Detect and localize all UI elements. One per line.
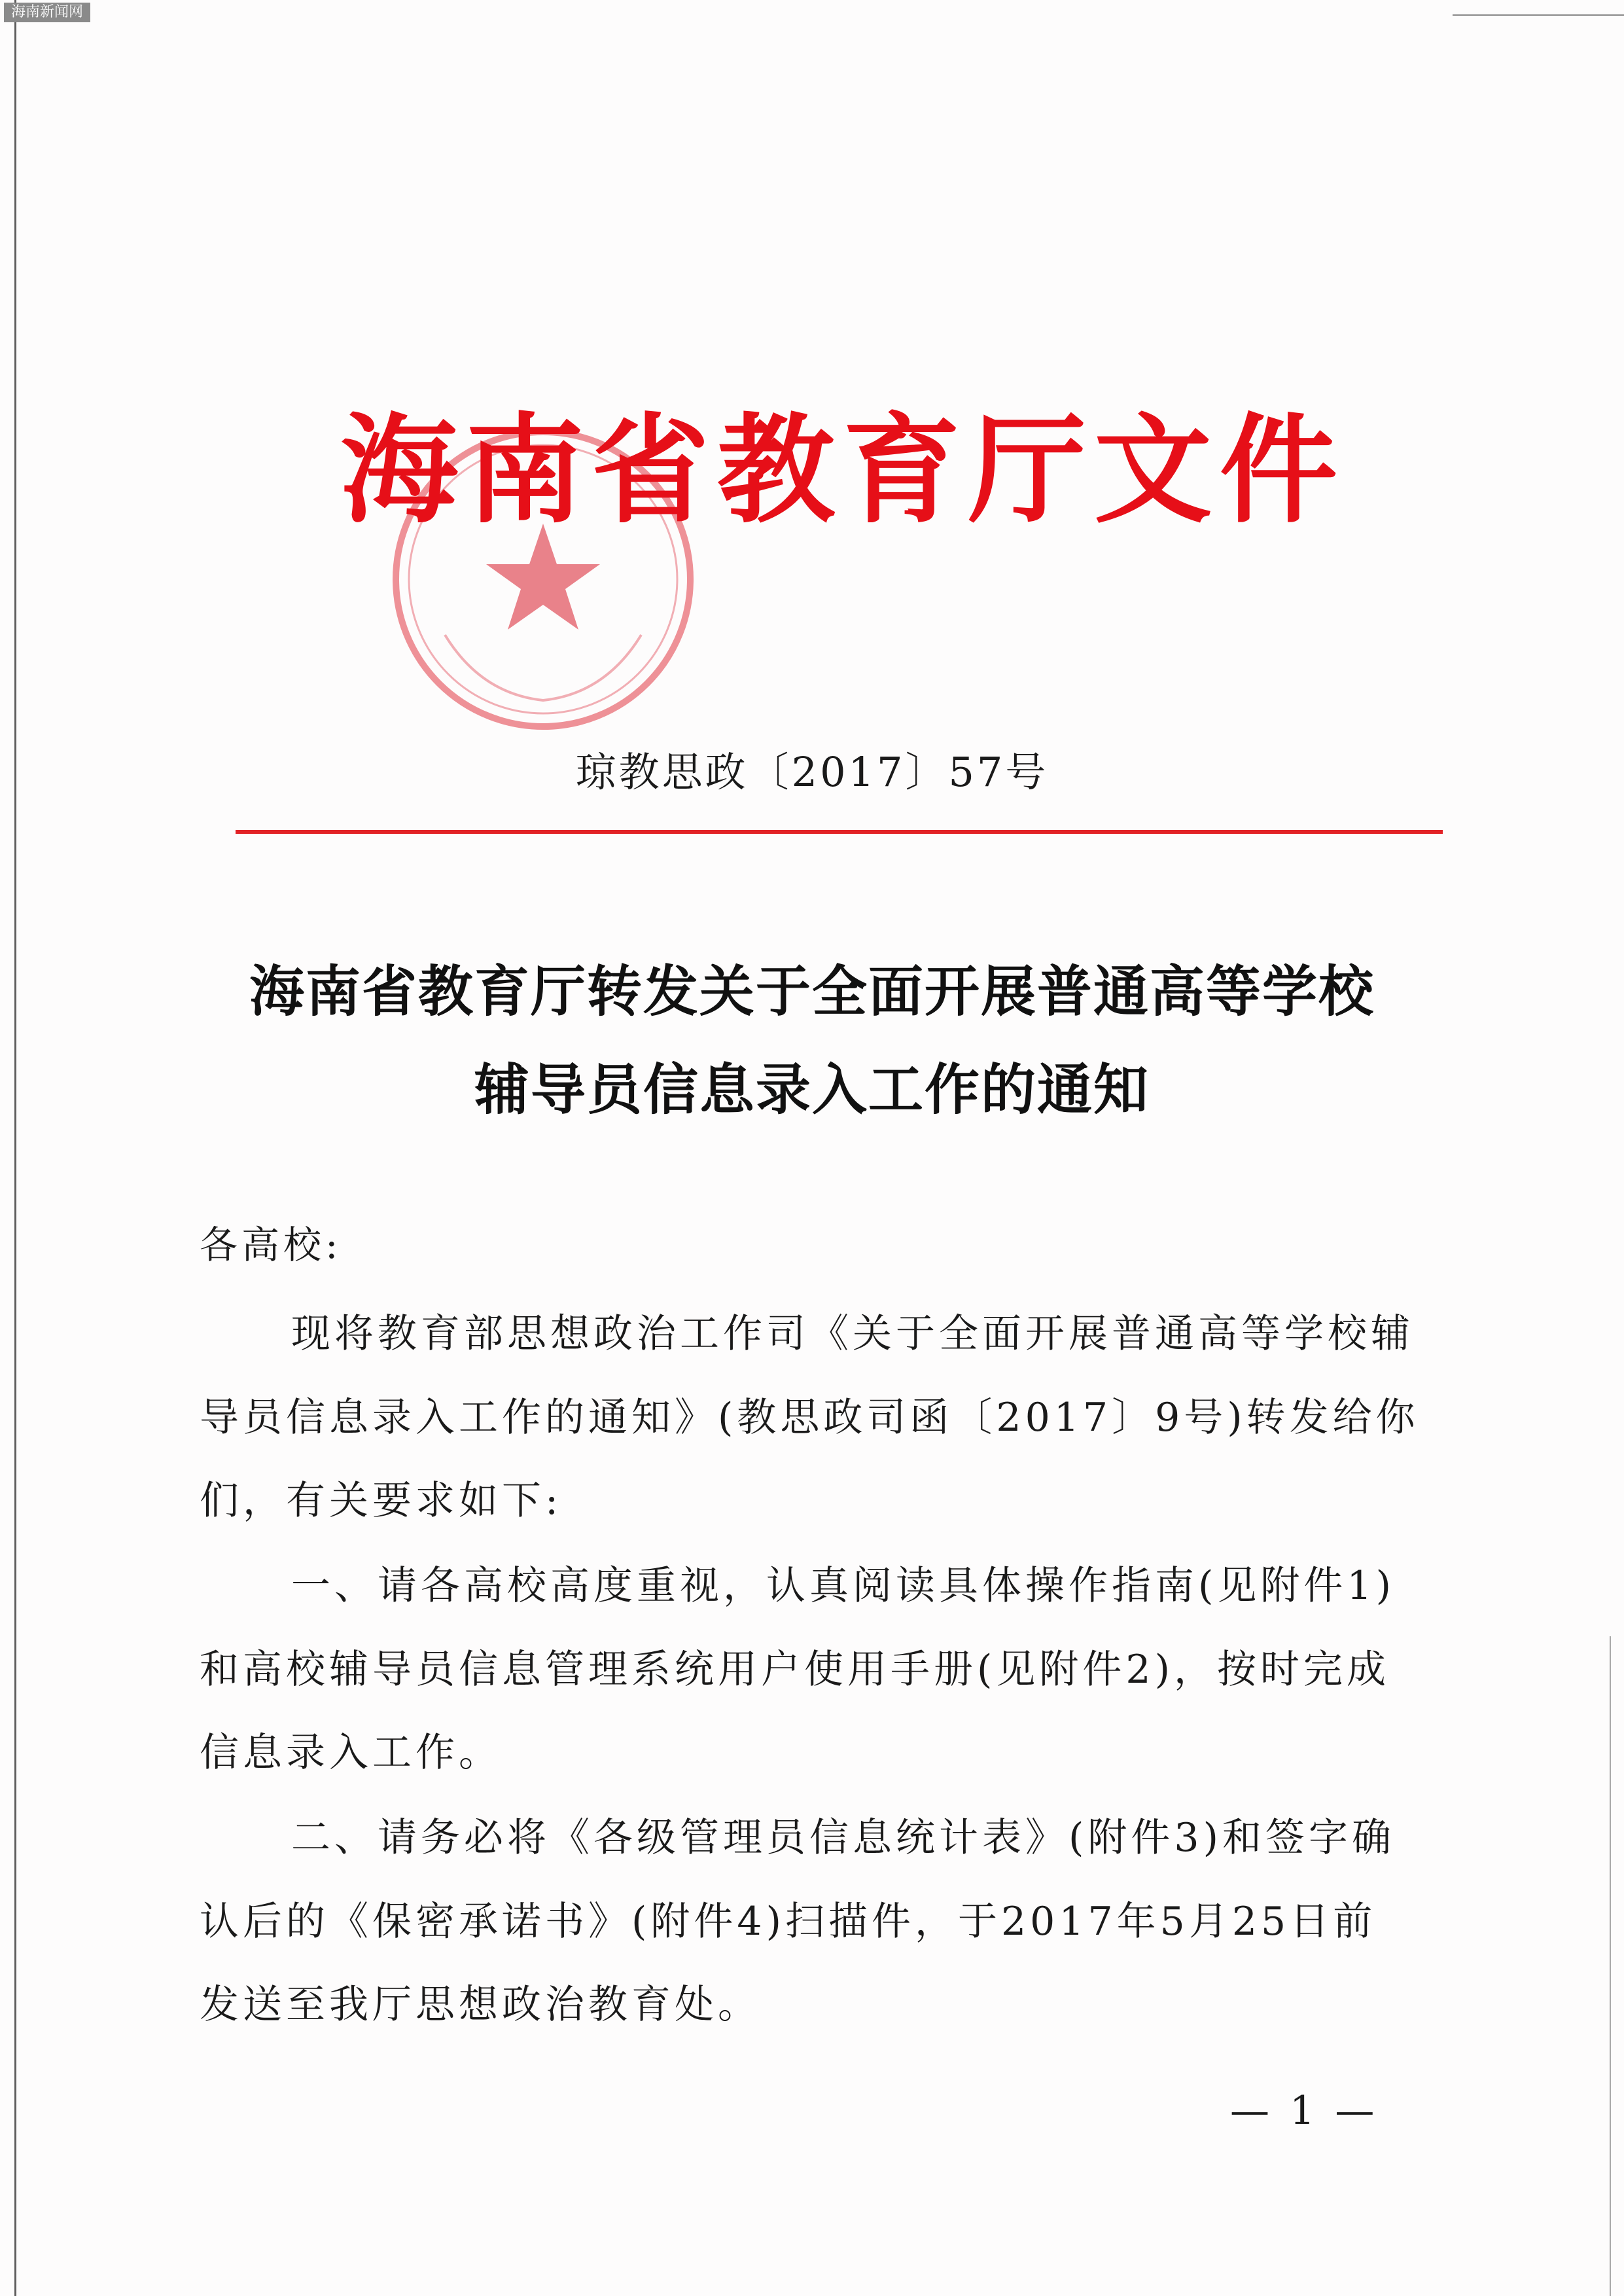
body-line: 信息录入工作。 — [200, 1730, 502, 1776]
scan-edge-top — [1453, 14, 1624, 16]
body-line: 和高校辅导员信息管理系统用户使用手册(见附件2)，按时完成 — [200, 1647, 1390, 1693]
notice-title-line-2: 辅导员信息录入工作的通知 — [474, 1057, 1150, 1122]
document-number: 琼教思政〔2017〕57号 — [575, 748, 1049, 796]
body-line: 们，有关要求如下: — [200, 1478, 563, 1524]
addressee: 各高校: — [200, 1223, 342, 1267]
notice-title-line-1: 海南省教育厅转发关于全面开展普通高等学校 — [249, 959, 1375, 1024]
page-number: — 1 — — [1230, 2088, 1379, 2134]
body-line: 导员信息录入工作的通知》(教思政司函〔2017〕9号)转发给你 — [200, 1395, 1419, 1441]
body-line: 现将教育部思想政治工作司《关于全面开展普通高等学校辅 — [291, 1311, 1414, 1357]
scan-edge-right — [1610, 1636, 1611, 2296]
body-line: 二、请务必将《各级管理员信息统计表》(附件3)和签字确 — [291, 1815, 1395, 1861]
body-line: 发送至我厅思想政治教育处。 — [200, 1982, 761, 2028]
red-divider-rule — [236, 830, 1443, 834]
scan-edge-left — [14, 0, 16, 2296]
site-watermark: 海南新闻网 — [4, 3, 90, 22]
issuer-title: 海南省教育厅文件 — [340, 403, 1346, 539]
body-line: 认后的《保密承诺书》(附件4)扫描件，于2017年5月25日前 — [200, 1899, 1377, 1945]
body-line: 一、请各高校高度重视，认真阅读具体操作指南(见附件1) — [291, 1563, 1395, 1609]
